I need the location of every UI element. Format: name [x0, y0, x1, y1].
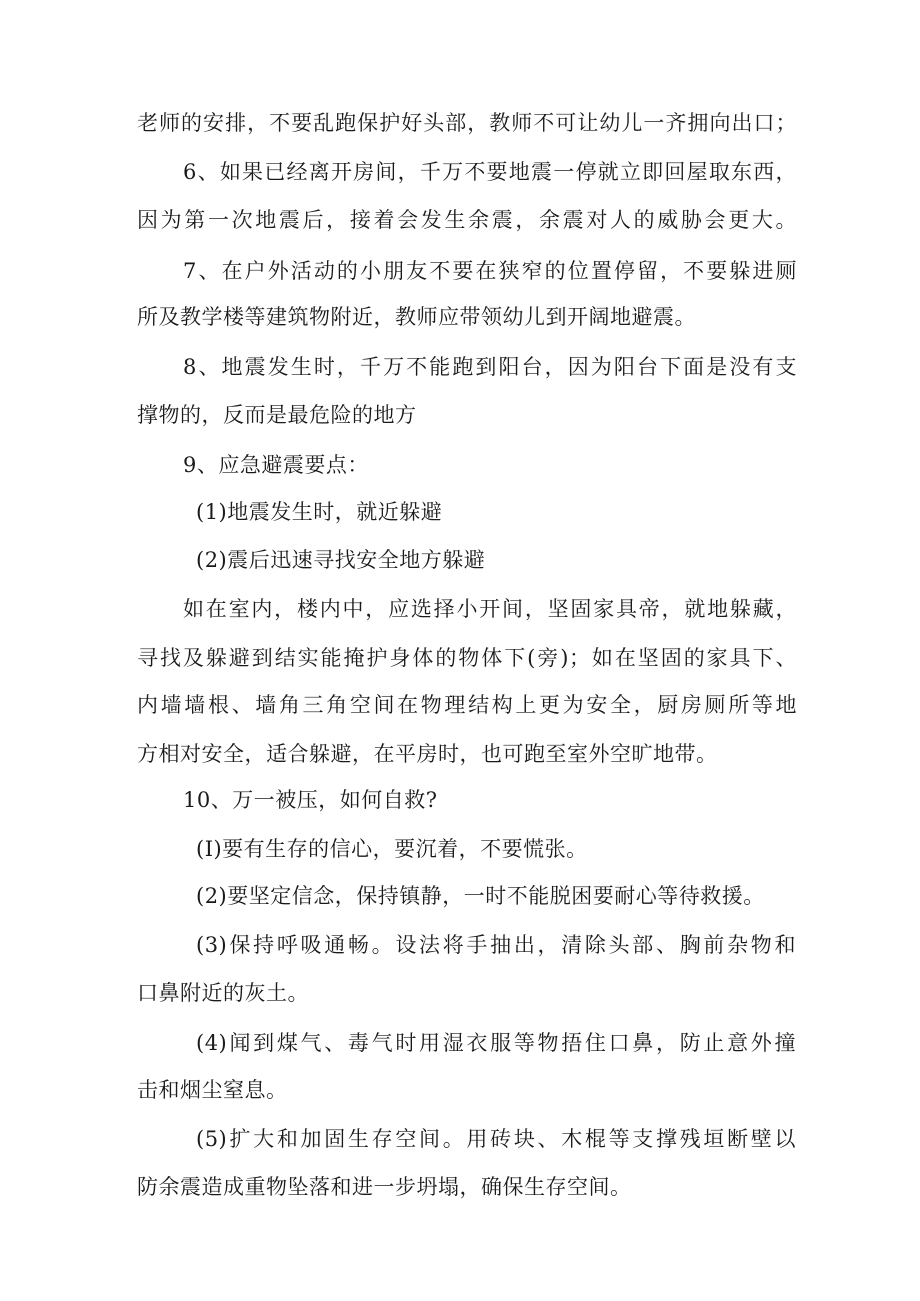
text-line: 口鼻附近的灰土。	[137, 981, 309, 1005]
text-line: 防余震造成重物坠落和进一步坍塌，确保生存空间。	[137, 1175, 632, 1199]
text-line: (2)要坚定信念，保持镇静，一时不能脱困要耐心等待救援。	[196, 884, 765, 908]
text-line: 因为第一次地震后，接着会发生余震，余震对人的威胁会更大。	[137, 208, 797, 232]
text-line: 内墙墙根、墙角三角空间在物理结构上更为安全，厨房厕所等地	[137, 693, 797, 717]
text-line: 所及教学楼等建筑物附近，教师应带领幼儿到开阔地避震。	[137, 305, 696, 329]
text-line: 8、地震发生时，千万不能跑到阳台，因为阳台下面是没有支	[183, 355, 797, 379]
text-line: 方相对安全，适合躲避，在平房时，也可跑至室外空旷地带。	[137, 742, 718, 766]
text-line: (5)扩大和加固生存空间。用砖块、木棍等支撑残垣断壁以	[196, 1127, 796, 1151]
text-line: 7、在户外活动的小朋友不要在狭窄的位置停留，不要躲进厕	[183, 259, 797, 283]
text-line: (2)震后迅速寻找安全地方躲避	[196, 548, 486, 572]
text-line: 击和烟尘窒息。	[137, 1078, 288, 1102]
text-line: 9、应急避震要点：	[183, 453, 369, 477]
text-line: (3)保持呼吸通畅。设法将手抽出，清除头部、胸前杂物和	[196, 933, 796, 957]
text-line: 寻找及躲避到结实能掩护身体的物体下(旁)；如在坚固的家具下、	[137, 646, 797, 670]
text-line: 撑物的，反而是最危险的地方	[137, 403, 417, 427]
text-line: (1)地震发生时，就近躲避	[196, 500, 443, 524]
text-line: (I)要有生存的信心，要沉着，不要慌张。	[196, 837, 588, 861]
text-line: 10、万一被压，如何自救?	[183, 788, 438, 812]
text-line: (4)闻到煤气、毒气时用湿衣服等物捂住口鼻，防止意外撞	[196, 1031, 796, 1055]
text-line: 如在室内，楼内中，应选择小开间，坚固家具帝，就地躲藏，	[183, 597, 797, 621]
text-line: 6、如果已经离开房间，千万不要地震一停就立即回屋取东西，	[183, 160, 797, 184]
text-line: 老师的安排，不要乱跑保护好头部，教师不可让幼儿一齐拥向出口；	[137, 111, 797, 135]
